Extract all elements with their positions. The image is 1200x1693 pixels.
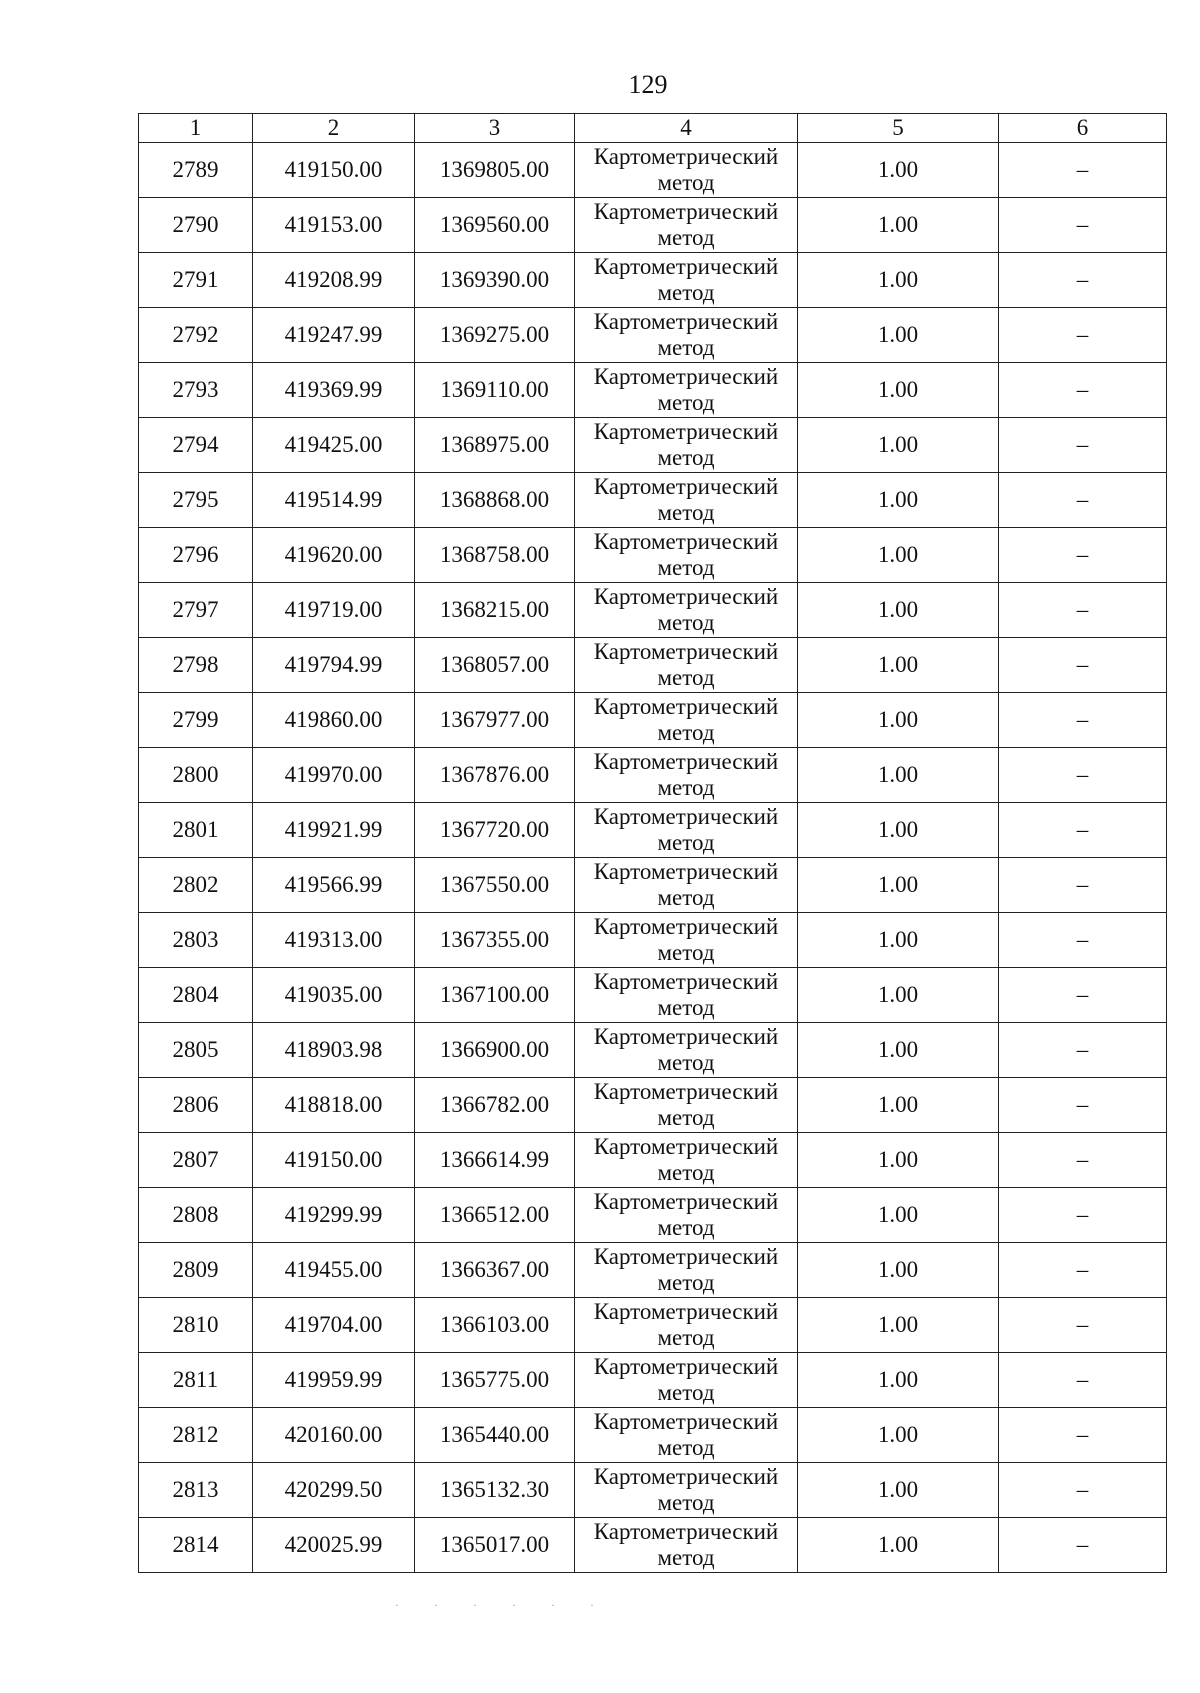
method-cell xyxy=(575,583,798,638)
note-cell: – xyxy=(999,473,1167,528)
method-cell xyxy=(575,748,798,803)
y-coordinate-cell: 1366367.00 xyxy=(415,1243,575,1298)
x-coordinate-cell: 419299.99 xyxy=(253,1188,415,1243)
x-coordinate-cell: 419921.99 xyxy=(253,803,415,858)
table-row xyxy=(139,1188,1167,1243)
method-line-2: метод xyxy=(657,720,715,745)
table-row xyxy=(139,1298,1167,1353)
note-cell: – xyxy=(999,1353,1167,1408)
table-row xyxy=(139,1078,1167,1133)
method-line-2: метод xyxy=(657,500,715,525)
method-cell xyxy=(575,1023,798,1078)
note-cell: – xyxy=(999,363,1167,418)
method-line-2: метод xyxy=(657,995,715,1020)
accuracy-cell: 1.00 xyxy=(798,803,999,858)
method-line-2: метод xyxy=(657,830,715,855)
method-line-2: метод xyxy=(657,1270,715,1295)
table-row xyxy=(139,253,1167,308)
accuracy-cell: 1.00 xyxy=(798,1188,999,1243)
accuracy-cell: 1.00 xyxy=(798,748,999,803)
table-row xyxy=(139,363,1167,418)
note-cell: – xyxy=(999,418,1167,473)
method-cell xyxy=(575,1353,798,1408)
y-coordinate-cell: 1365132.30 xyxy=(415,1463,575,1518)
table-row xyxy=(139,1463,1167,1518)
note-cell: – xyxy=(999,1408,1167,1463)
method-line-1: Картометрический xyxy=(593,1354,779,1379)
method-line-2: метод xyxy=(657,1325,715,1350)
accuracy-cell: 1.00 xyxy=(798,858,999,913)
column-header-1: 1 xyxy=(139,114,253,143)
point-number-cell: 2812 xyxy=(139,1408,253,1463)
x-coordinate-cell: 419620.00 xyxy=(253,528,415,583)
method-line-1: Картометрический xyxy=(593,309,779,334)
method-line-1: Картометрический xyxy=(593,364,779,389)
method-line-1: Картометрический xyxy=(593,1134,779,1159)
x-coordinate-cell: 419514.99 xyxy=(253,473,415,528)
note-cell: – xyxy=(999,638,1167,693)
method-cell xyxy=(575,1463,798,1518)
point-number-cell: 2792 xyxy=(139,308,253,363)
table-row xyxy=(139,693,1167,748)
accuracy-cell: 1.00 xyxy=(798,253,999,308)
method-cell xyxy=(575,1408,798,1463)
table-row xyxy=(139,473,1167,528)
method-line-1: Картометрический xyxy=(593,639,779,664)
method-line-1: Картометрический xyxy=(593,914,779,939)
y-coordinate-cell: 1366782.00 xyxy=(415,1078,575,1133)
table-body xyxy=(139,143,1167,1573)
x-coordinate-cell: 419425.00 xyxy=(253,418,415,473)
table-row xyxy=(139,803,1167,858)
note-cell: – xyxy=(999,1298,1167,1353)
y-coordinate-cell: 1365775.00 xyxy=(415,1353,575,1408)
method-line-1: Картометрический xyxy=(593,1024,779,1049)
point-number-cell: 2801 xyxy=(139,803,253,858)
y-coordinate-cell: 1366512.00 xyxy=(415,1188,575,1243)
column-header-6: 6 xyxy=(999,114,1167,143)
point-number-cell: 2796 xyxy=(139,528,253,583)
method-cell xyxy=(575,308,798,363)
table-header-row xyxy=(139,114,1167,143)
note-cell: – xyxy=(999,1188,1167,1243)
method-line-1: Картометрический xyxy=(593,749,779,774)
point-number-cell: 2808 xyxy=(139,1188,253,1243)
method-cell xyxy=(575,528,798,583)
method-line-1: Картометрический xyxy=(593,1299,779,1324)
x-coordinate-cell: 419970.00 xyxy=(253,748,415,803)
method-line-2: метод xyxy=(657,1435,715,1460)
table-row xyxy=(139,1518,1167,1573)
y-coordinate-cell: 1366900.00 xyxy=(415,1023,575,1078)
method-line-2: метод xyxy=(657,1545,715,1570)
point-number-cell: 2813 xyxy=(139,1463,253,1518)
method-line-1: Картометрический xyxy=(593,419,779,444)
x-coordinate-cell: 419369.99 xyxy=(253,363,415,418)
x-coordinate-cell: 418903.98 xyxy=(253,1023,415,1078)
table-row xyxy=(139,638,1167,693)
note-cell: – xyxy=(999,308,1167,363)
accuracy-cell: 1.00 xyxy=(798,1518,999,1573)
note-cell: – xyxy=(999,1023,1167,1078)
method-line-2: метод xyxy=(657,1160,715,1185)
point-number-cell: 2807 xyxy=(139,1133,253,1188)
x-coordinate-cell: 419150.00 xyxy=(253,1133,415,1188)
note-cell: – xyxy=(999,1133,1167,1188)
note-cell: – xyxy=(999,968,1167,1023)
y-coordinate-cell: 1366103.00 xyxy=(415,1298,575,1353)
table-row xyxy=(139,1353,1167,1408)
y-coordinate-cell: 1369390.00 xyxy=(415,253,575,308)
method-line-1: Картометрический xyxy=(593,199,779,224)
accuracy-cell: 1.00 xyxy=(798,968,999,1023)
x-coordinate-cell: 419153.00 xyxy=(253,198,415,253)
method-line-2: метод xyxy=(657,1490,715,1515)
point-number-cell: 2810 xyxy=(139,1298,253,1353)
method-cell xyxy=(575,803,798,858)
note-cell: – xyxy=(999,143,1167,198)
note-cell: – xyxy=(999,913,1167,968)
x-coordinate-cell: 419150.00 xyxy=(253,143,415,198)
x-coordinate-cell: 419455.00 xyxy=(253,1243,415,1298)
method-line-1: Картометрический xyxy=(593,1189,779,1214)
y-coordinate-cell: 1369275.00 xyxy=(415,308,575,363)
method-cell xyxy=(575,418,798,473)
accuracy-cell: 1.00 xyxy=(798,198,999,253)
accuracy-cell: 1.00 xyxy=(798,473,999,528)
accuracy-cell: 1.00 xyxy=(798,528,999,583)
method-line-2: метод xyxy=(657,1380,715,1405)
method-line-2: метод xyxy=(657,170,715,195)
method-cell xyxy=(575,913,798,968)
scan-artifacts: · · · · · · xyxy=(395,1598,610,1612)
method-line-2: метод xyxy=(657,775,715,800)
y-coordinate-cell: 1369110.00 xyxy=(415,363,575,418)
accuracy-cell: 1.00 xyxy=(798,1078,999,1133)
y-coordinate-cell: 1368758.00 xyxy=(415,528,575,583)
table-row xyxy=(139,1243,1167,1298)
y-coordinate-cell: 1369560.00 xyxy=(415,198,575,253)
x-coordinate-cell: 420160.00 xyxy=(253,1408,415,1463)
method-line-2: метод xyxy=(657,555,715,580)
note-cell: – xyxy=(999,1463,1167,1518)
method-line-2: метод xyxy=(657,1050,715,1075)
note-cell: – xyxy=(999,748,1167,803)
accuracy-cell: 1.00 xyxy=(798,1023,999,1078)
method-cell xyxy=(575,968,798,1023)
column-header-3: 3 xyxy=(415,114,575,143)
x-coordinate-cell: 418818.00 xyxy=(253,1078,415,1133)
x-coordinate-cell: 419208.99 xyxy=(253,253,415,308)
method-cell xyxy=(575,693,798,748)
table-row xyxy=(139,583,1167,638)
accuracy-cell: 1.00 xyxy=(798,418,999,473)
table-row xyxy=(139,143,1167,198)
accuracy-cell: 1.00 xyxy=(798,1353,999,1408)
x-coordinate-cell: 419860.00 xyxy=(253,693,415,748)
method-cell xyxy=(575,253,798,308)
method-line-1: Картометрический xyxy=(593,1464,779,1489)
note-cell: – xyxy=(999,803,1167,858)
method-line-1: Картометрический xyxy=(593,474,779,499)
x-coordinate-cell: 419704.00 xyxy=(253,1298,415,1353)
table-row xyxy=(139,198,1167,253)
method-line-2: метод xyxy=(657,1105,715,1130)
point-number-cell: 2802 xyxy=(139,858,253,913)
point-number-cell: 2814 xyxy=(139,1518,253,1573)
method-cell xyxy=(575,1133,798,1188)
x-coordinate-cell: 419794.99 xyxy=(253,638,415,693)
y-coordinate-cell: 1367100.00 xyxy=(415,968,575,1023)
y-coordinate-cell: 1368868.00 xyxy=(415,473,575,528)
method-line-1: Картометрический xyxy=(593,1244,779,1269)
accuracy-cell: 1.00 xyxy=(798,913,999,968)
point-number-cell: 2794 xyxy=(139,418,253,473)
y-coordinate-cell: 1368057.00 xyxy=(415,638,575,693)
x-coordinate-cell: 419313.00 xyxy=(253,913,415,968)
method-line-1: Картометрический xyxy=(593,144,779,169)
accuracy-cell: 1.00 xyxy=(798,693,999,748)
column-header-2: 2 xyxy=(253,114,415,143)
method-cell xyxy=(575,1188,798,1243)
point-number-cell: 2804 xyxy=(139,968,253,1023)
point-number-cell: 2809 xyxy=(139,1243,253,1298)
table-row xyxy=(139,1408,1167,1463)
accuracy-cell: 1.00 xyxy=(798,1243,999,1298)
method-line-2: метод xyxy=(657,335,715,360)
y-coordinate-cell: 1367876.00 xyxy=(415,748,575,803)
point-number-cell: 2805 xyxy=(139,1023,253,1078)
y-coordinate-cell: 1369805.00 xyxy=(415,143,575,198)
x-coordinate-cell: 419247.99 xyxy=(253,308,415,363)
accuracy-cell: 1.00 xyxy=(798,1298,999,1353)
accuracy-cell: 1.00 xyxy=(798,1408,999,1463)
method-line-1: Картометрический xyxy=(593,529,779,554)
y-coordinate-cell: 1367355.00 xyxy=(415,913,575,968)
point-number-cell: 2795 xyxy=(139,473,253,528)
method-cell xyxy=(575,1078,798,1133)
method-line-2: метод xyxy=(657,445,715,470)
method-line-2: метод xyxy=(657,1215,715,1240)
method-cell xyxy=(575,143,798,198)
accuracy-cell: 1.00 xyxy=(798,143,999,198)
point-number-cell: 2803 xyxy=(139,913,253,968)
y-coordinate-cell: 1367720.00 xyxy=(415,803,575,858)
note-cell: – xyxy=(999,1078,1167,1133)
point-number-cell: 2790 xyxy=(139,198,253,253)
y-coordinate-cell: 1367550.00 xyxy=(415,858,575,913)
table-row xyxy=(139,1023,1167,1078)
table-row xyxy=(139,1133,1167,1188)
x-coordinate-cell: 419566.99 xyxy=(253,858,415,913)
table-row xyxy=(139,858,1167,913)
y-coordinate-cell: 1368975.00 xyxy=(415,418,575,473)
accuracy-cell: 1.00 xyxy=(798,1133,999,1188)
method-line-1: Картометрический xyxy=(593,1519,779,1544)
method-line-2: метод xyxy=(657,940,715,965)
method-cell xyxy=(575,1243,798,1298)
method-line-2: метод xyxy=(657,610,715,635)
method-line-1: Картометрический xyxy=(593,1409,779,1434)
method-cell xyxy=(575,198,798,253)
table-row xyxy=(139,913,1167,968)
method-line-1: Картометрический xyxy=(593,694,779,719)
note-cell: – xyxy=(999,198,1167,253)
method-line-2: метод xyxy=(657,885,715,910)
table-row xyxy=(139,528,1167,583)
page-number: 129 xyxy=(628,70,668,99)
method-line-1: Картометрический xyxy=(593,859,779,884)
x-coordinate-cell: 419959.99 xyxy=(253,1353,415,1408)
method-line-2: метод xyxy=(657,390,715,415)
y-coordinate-cell: 1365440.00 xyxy=(415,1408,575,1463)
method-cell xyxy=(575,363,798,418)
method-line-2: метод xyxy=(657,280,715,305)
method-line-1: Картометрический xyxy=(593,1079,779,1104)
note-cell: – xyxy=(999,858,1167,913)
note-cell: – xyxy=(999,1243,1167,1298)
y-coordinate-cell: 1367977.00 xyxy=(415,693,575,748)
table-row xyxy=(139,968,1167,1023)
method-line-1: Картометрический xyxy=(593,584,779,609)
accuracy-cell: 1.00 xyxy=(798,583,999,638)
note-cell: – xyxy=(999,253,1167,308)
point-number-cell: 2799 xyxy=(139,693,253,748)
x-coordinate-cell: 420299.50 xyxy=(253,1463,415,1518)
point-number-cell: 2791 xyxy=(139,253,253,308)
x-coordinate-cell: 420025.99 xyxy=(253,1518,415,1573)
method-line-1: Картометрический xyxy=(593,804,779,829)
accuracy-cell: 1.00 xyxy=(798,638,999,693)
method-line-2: метод xyxy=(657,225,715,250)
method-cell xyxy=(575,638,798,693)
method-line-1: Картометрический xyxy=(593,969,779,994)
column-header-4: 4 xyxy=(575,114,798,143)
point-number-cell: 2793 xyxy=(139,363,253,418)
table-row xyxy=(139,748,1167,803)
x-coordinate-cell: 419035.00 xyxy=(253,968,415,1023)
accuracy-cell: 1.00 xyxy=(798,1463,999,1518)
method-cell xyxy=(575,858,798,913)
y-coordinate-cell: 1365017.00 xyxy=(415,1518,575,1573)
x-coordinate-cell: 419719.00 xyxy=(253,583,415,638)
note-cell: – xyxy=(999,693,1167,748)
accuracy-cell: 1.00 xyxy=(798,363,999,418)
method-cell xyxy=(575,1298,798,1353)
column-header-5: 5 xyxy=(798,114,999,143)
point-number-cell: 2797 xyxy=(139,583,253,638)
note-cell: – xyxy=(999,528,1167,583)
method-line-1: Картометрический xyxy=(593,254,779,279)
method-cell xyxy=(575,1518,798,1573)
accuracy-cell: 1.00 xyxy=(798,308,999,363)
method-cell xyxy=(575,473,798,528)
y-coordinate-cell: 1368215.00 xyxy=(415,583,575,638)
table-row xyxy=(139,308,1167,363)
note-cell: – xyxy=(999,583,1167,638)
method-line-2: метод xyxy=(657,665,715,690)
table-row xyxy=(139,418,1167,473)
point-number-cell: 2800 xyxy=(139,748,253,803)
point-number-cell: 2798 xyxy=(139,638,253,693)
point-number-cell: 2789 xyxy=(139,143,253,198)
note-cell: – xyxy=(999,1518,1167,1573)
point-number-cell: 2811 xyxy=(139,1353,253,1408)
y-coordinate-cell: 1366614.99 xyxy=(415,1133,575,1188)
coordinates-table xyxy=(138,113,1167,1573)
point-number-cell: 2806 xyxy=(139,1078,253,1133)
